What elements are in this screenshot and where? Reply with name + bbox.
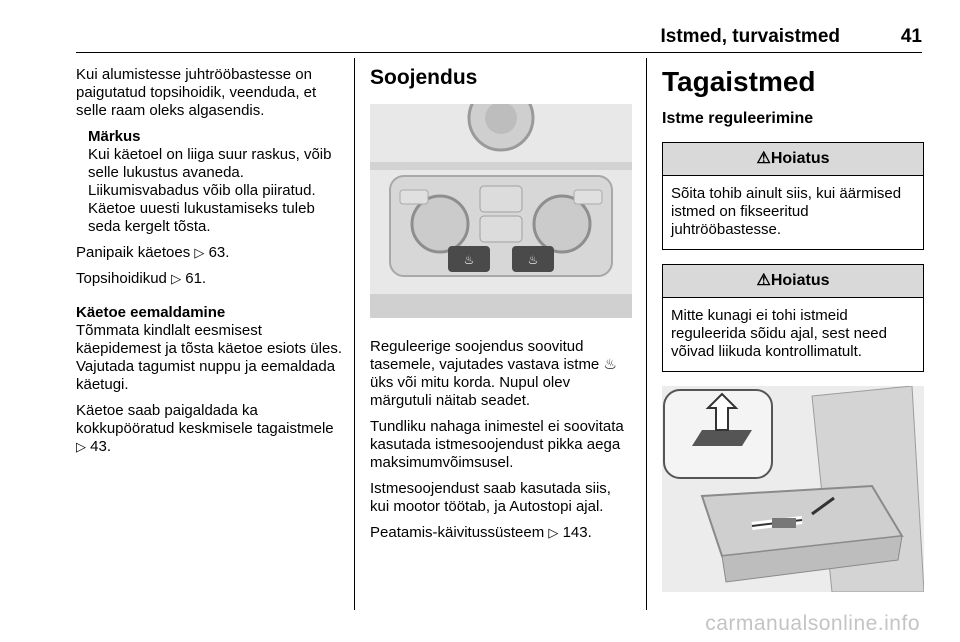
header-rule: [76, 52, 922, 53]
seat-heating-icon: ♨: [527, 253, 539, 267]
reference-text: Panipaik käetoes: [76, 244, 191, 261]
warning-box: [662, 142, 924, 250]
reference-storage[interactable]: [76, 244, 346, 262]
watermark: carmanualsonline.info: [705, 612, 920, 635]
warning-triangle-icon: ⚠: [756, 272, 771, 289]
paragraph-text: Käetoe saab paigaldada ka kokkupööratud keskmisele tagaistmele: [76, 402, 334, 437]
seat-heating-icon: ♨: [603, 356, 617, 373]
column-divider-1: [354, 58, 355, 610]
rear-seat-image: [662, 386, 924, 592]
reference-page: 61.: [185, 270, 207, 287]
warning-title: Hoiatus: [770, 150, 830, 167]
note-title: Märkus: [88, 128, 141, 145]
warning-title: Hoiatus: [770, 272, 830, 289]
note-line: Käetoe uuesti lukustamiseks tuleb seda kergelt tõsta.: [88, 200, 315, 235]
reference-page: 43.: [90, 438, 112, 455]
triangle-right-icon: ▷: [171, 271, 182, 286]
column-2: [370, 66, 632, 550]
page-number: 41: [900, 26, 922, 47]
warning-header: [663, 265, 923, 298]
seat-heating-icon: ♨: [463, 253, 475, 267]
triangle-right-icon: ▷: [76, 439, 86, 454]
paragraph: [370, 338, 632, 410]
note-line: Liikumisvabadus võib olla piiratud.: [88, 182, 316, 199]
header-title: Istmed, turvaistmed: [660, 26, 840, 47]
paragraph-text: Reguleerige soojendus soovitud tasemele, vajutades vastava istme: [370, 338, 600, 373]
note-line: Kui käetoel on liiga suur raskus, võib selle lukustus avaneda.: [88, 146, 332, 181]
paragraph-text: üks või mitu korda. Nupul olev märgutuli näitab seadet.: [370, 374, 571, 409]
warning-body: Mitte kunagi ei tohi istmeid reguleerida sõidu ajal, sest need võivad liikuda kontrollimatult.: [671, 307, 887, 360]
warning-body: Sõita tohib ainult siis, kui äärmised istmed on fikseeritud juhtrööbastesse.: [671, 185, 902, 238]
warning-triangle-icon: ⚠: [756, 150, 771, 167]
paragraph: Tõmmata kindlalt eesmisest käepidemest ja tõsta käetoe esiots üles. Vajutada tagumist nuppu ja eemaldada käetugi.: [76, 322, 342, 393]
warning-header: [663, 143, 923, 176]
triangle-right-icon: ▷: [194, 245, 205, 260]
subsection-title: Istme reguleerimine: [662, 110, 814, 127]
reference-rear-seat[interactable]: [76, 402, 346, 456]
note-box: [76, 128, 346, 236]
paragraph: Tundliku nahaga inimestel ei soovitata kasutada istmesoojendust pikka aega maksimumvõimsusel.: [370, 418, 624, 471]
subheading: Käetoe eemaldamine: [76, 304, 226, 321]
reference-text: Topsihoidikud: [76, 270, 167, 287]
reference-page: 63.: [208, 244, 230, 261]
reference-cupholders[interactable]: [76, 270, 346, 288]
section-title: Tagaistmed: [662, 66, 816, 97]
heating-controls-image: [370, 104, 632, 318]
section-title: Soojendus: [370, 66, 478, 89]
intro-paragraph: Kui alumistesse juhtrööbastesse on paigutatud topsihoidik, veenduda, et selle raam oleks algasendis.: [76, 66, 317, 119]
warning-box: [662, 264, 924, 372]
column-3: [662, 66, 924, 592]
paragraph: Istmesoojendust saab kasutada siis, kui mootor töötab, ja Autostopi ajal.: [370, 480, 611, 515]
triangle-right-icon: ▷: [548, 525, 559, 540]
column-divider-2: [646, 58, 647, 610]
column-1: [76, 66, 346, 464]
reference-text: Peatamis-käivitussüsteem: [370, 524, 545, 541]
reference-page: 143.: [562, 524, 592, 541]
reference-stop-start[interactable]: [370, 524, 632, 542]
